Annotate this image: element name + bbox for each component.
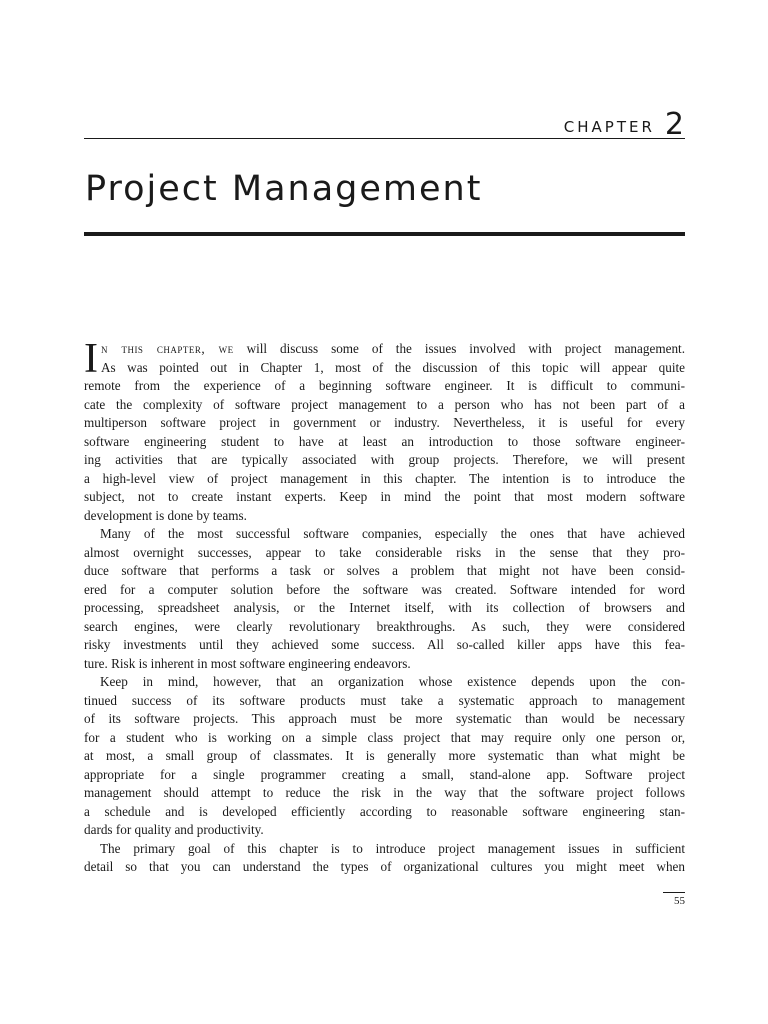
title-rule xyxy=(84,232,685,236)
lead-in-small-caps: n this chapter, we xyxy=(101,341,234,356)
text-line: As was pointed out in Chapter 1, most of the discussion of this topic will appear quite xyxy=(101,359,685,375)
chapter-number: 2 xyxy=(664,107,684,142)
body-text xyxy=(84,336,685,877)
text-line: detail so that you can understand the types of organizational cultures you might meet when xyxy=(84,859,685,874)
text-line: appropriate for a single programmer creating a small, stand-alone app. Software project xyxy=(84,766,685,782)
text-line: remote from the experience of a beginning software engineer. It is difficult to communi- xyxy=(84,378,685,393)
text-line: at most, a small group of classmates. It is generally more systematic than what might be xyxy=(84,748,685,763)
text-line: management should attempt to reduce the risk in the way that the software project follows xyxy=(84,785,685,800)
text-line: for a student who is working on a simple class project that may require only one person or, xyxy=(84,729,685,745)
drop-cap: I xyxy=(84,336,98,382)
text-line: The primary goal of this chapter is to introduce project management issues in sufficient xyxy=(100,840,685,856)
text-line: Keep in mind, however, that an organization whose existence depends upon the con- xyxy=(100,674,685,689)
text-line: subject, not to create instant experts. Keep in mind the point that most modern software xyxy=(84,489,685,504)
text-line: ture. Risk is inherent in most software engineering endeavors. xyxy=(84,655,411,671)
text-line: of its software projects. This approach must be more systematic than would be necessary xyxy=(84,711,685,726)
text-line: a schedule and is developed efficiently according to reasonable software engineering stan- xyxy=(84,803,685,819)
text-line: ing activities that are typically associated with group projects. Therefore, we will present xyxy=(84,452,685,467)
text-line: tinued success of its software products must take a systematic approach to management xyxy=(84,692,685,708)
text-line: Many of the most successful software companies, especially the ones that have achieved xyxy=(100,526,685,541)
text-line: processing, spreadsheet analysis, or the Internet itself, with its collection of browsers and xyxy=(84,600,685,615)
page-number: 55 xyxy=(674,895,685,907)
text-line: a high-level view of project management in this chapter. The intention is to introduce the xyxy=(84,470,685,486)
text-line: dards for quality and productivity. xyxy=(84,822,264,837)
text-line: development is done by teams. xyxy=(84,507,247,523)
header-rule xyxy=(84,138,685,139)
chapter-label xyxy=(564,100,684,140)
text-line: cate the complexity of software project management to a person who has not been part of a xyxy=(84,396,685,412)
folio-rule xyxy=(663,892,685,893)
first-line-text: will discuss some of the issues involved with project management. xyxy=(233,341,685,356)
text-line: risky investments until they achieved some success. All so-called killer apps have this fea- xyxy=(84,637,685,652)
chapter-word: CHAPTER xyxy=(563,118,655,136)
text-line xyxy=(84,340,685,359)
chapter-title: Project Management xyxy=(85,169,483,209)
text-line: search engines, were clearly revolutionary breakthroughs. As such, they were considered xyxy=(84,618,685,634)
text-line: ered for a computer solution before the software was created. Software intended for word xyxy=(84,581,685,597)
text-line: multiperson software project in government or industry. Nevertheless, it is useful for every xyxy=(84,415,685,430)
text-line: almost overnight successes, appear to take considerable risks in the sense that they pro- xyxy=(84,544,685,560)
text-line: duce software that performs a task or solves a problem that might not have been consid- xyxy=(84,563,685,578)
text-line: software engineering student to have at least an introduction to those software engineer- xyxy=(84,433,685,449)
